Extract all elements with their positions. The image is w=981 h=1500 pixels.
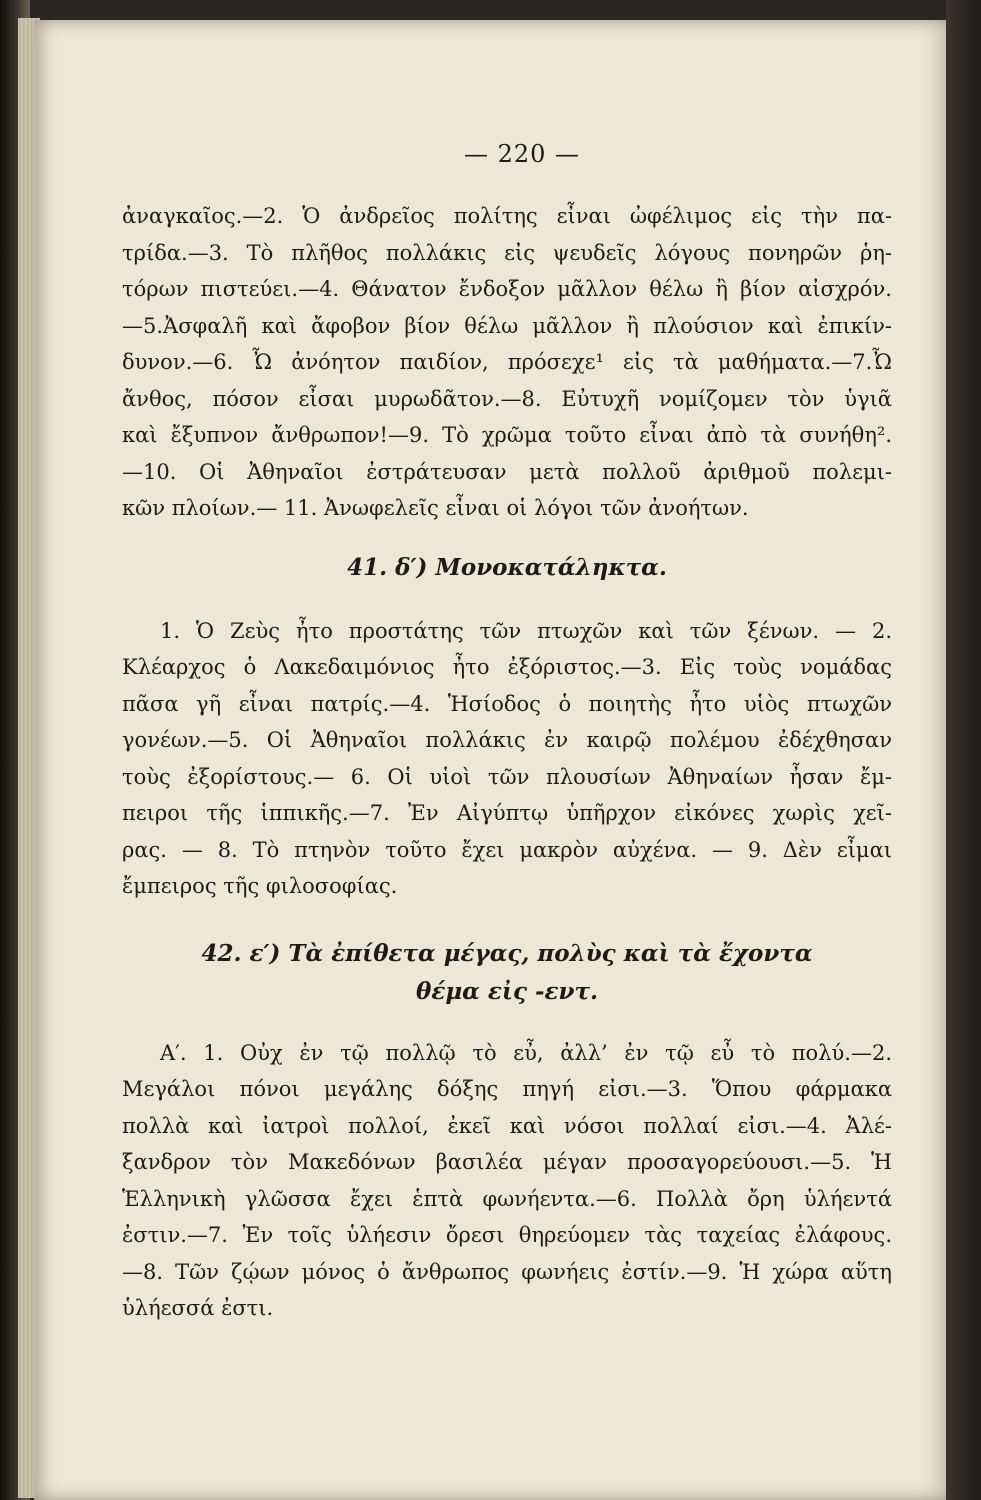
text-line: Ἑλληνικὴ γλῶσσα ἔχει ἑπτὰ φωνήεντα.—6. Πολλὰ ὄρη ὑλήεντά bbox=[122, 1186, 892, 1211]
text-line: —10. Οἱ Ἀθηναῖοι ἐστράτευσαν μετὰ πολλοῦ ἀριθμοῦ πολεμι- bbox=[122, 459, 892, 484]
exercise-block-40-continued bbox=[122, 198, 892, 527]
text-line: πολλὰ καὶ ἰατροὶ πολλοί, ἐκεῖ καὶ νόσοι πολλαί εἰσι.—4. Ἀλέ- bbox=[122, 1113, 892, 1138]
text-line: γονέων.—5. Οἱ Ἀθηναῖοι πολλάκις ἐν καιρῷ πολέμου ἐδέχθησαν bbox=[122, 728, 892, 752]
text-line: Α′. 1. Οὐχ ἐν τῷ πολλῷ τὸ εὖ, ἀλλ’ ἐν τῷ εὖ τὸ πολύ.—2. bbox=[160, 1040, 892, 1065]
text-line: καὶ ἔξυπνον ἄνθρωπον!—9. Τὸ χρῶμα τοῦτο εἶναι ἀπὸ τὰ συνήθη². bbox=[122, 423, 892, 447]
text-line: —5.Ἀσφαλῆ καὶ ἄφοβον βίον θέλω μᾶλλον ἢ πλούσιον καὶ ἐπικίν- bbox=[122, 313, 892, 338]
text-line: δυνον.—6. Ὦ ἀνόητον παιδίον, πρόσεχε¹ εἰς τὰ μαθήματα.—7.Ὦ bbox=[122, 350, 892, 374]
exercise-block-41 bbox=[122, 613, 892, 905]
section-heading-41: 41. δ′) Μονοκατάληκτα. bbox=[347, 553, 667, 581]
page-text bbox=[122, 140, 892, 1327]
text-line: ἐστιν.—7. Ἐν τοῖς ὑλήεσιν ὄρεσι θηρεύομεν τὰς ταχείας ἐλάφους. bbox=[122, 1223, 892, 1247]
text-line: πᾶσα γῆ εἶναι πατρίς.—4. Ἡσίοδος ὁ ποιητὴς ἦτο υἱὸς πτωχῶν bbox=[122, 691, 892, 716]
text-line: ρας. — 8. Τὸ πτηνὸν τοῦτο ἔχει μακρὸν αὐχένα. — 9. Δὲν εἶμαι bbox=[122, 837, 892, 862]
text-line: —8. Τῶν ζῴων μόνος ὁ ἄνθρωπος φωνήεις ἐστίν.—9. Ἡ χώρα αὕτη bbox=[122, 1259, 892, 1284]
exercise-block-42 bbox=[122, 1035, 892, 1327]
page-number: — 220 — bbox=[463, 140, 581, 168]
text-line: ὑλήεσσά ἐστι. bbox=[122, 1296, 274, 1320]
text-line: ἄνθος, πόσον εἶσαι μυρωδᾶτον.—8. Εὐτυχῆ νομίζομεν τὸν ὑγιᾶ bbox=[122, 386, 892, 411]
text-line: τρίδα.—3. Τὸ πλῆθος πολλάκις εἰς ψευδεῖς λόγους πονηρῶν ῥη- bbox=[122, 240, 892, 265]
text-line: 1. Ὁ Ζεὺς ἦτο προστάτης τῶν πτωχῶν καὶ τῶν ξένων. — 2. bbox=[160, 618, 892, 643]
text-line: τοὺς ἐξορίστους.— 6. Οἱ υἱοὶ τῶν πλουσίων Ἀθηναίων ἦσαν ἔμ- bbox=[122, 764, 892, 789]
text-line: κῶν πλοίων.— 11. Ἀνωφελεῖς εἶναι οἱ λόγοι τῶν ἀνοήτων. bbox=[122, 496, 749, 520]
text-line: πειροι τῆς ἱππικῆς.—7. Ἐν Αἰγύπτῳ ὑπῆρχον εἰκόνες χωρὶς χεῖ- bbox=[122, 801, 892, 825]
section-heading-42-continued: θέμα εἰς -εντ. bbox=[416, 977, 598, 1005]
next-page-edge bbox=[946, 0, 981, 1500]
text-line: τόρων πιστεύει.—4. Θάνατον ἔνδοξον μᾶλλον θέλω ἢ βίον αἰσχρόν. bbox=[122, 277, 892, 301]
text-line: ἔμπειρος τῆς φιλοσοφίας. bbox=[122, 874, 398, 898]
text-line: Μεγάλοι πόνοι μεγάλης δόξης πηγή εἰσι.—3. Ὅπου φάρμακα bbox=[122, 1077, 892, 1101]
text-line: ξανδρον τὸν Μακεδόνων βασιλέα μέγαν προσαγορεύουσι.—5. Ἡ bbox=[122, 1150, 892, 1174]
section-heading-42: 42. ε′) Τὰ ἐπίθετα μέγας, πολὺς καὶ τὰ ἔχοντα bbox=[201, 939, 813, 967]
text-line: Κλέαρχος ὁ Λακεδαιμόνιος ἦτο ἐξόριστος.—3. Εἰς τοὺς νομάδας bbox=[122, 655, 892, 679]
text-line: ἀναγκαῖος.—2. Ὁ ἀνδρεῖος πολίτης εἶναι ὠφέλιμος εἰς τὴν πα- bbox=[122, 204, 892, 228]
